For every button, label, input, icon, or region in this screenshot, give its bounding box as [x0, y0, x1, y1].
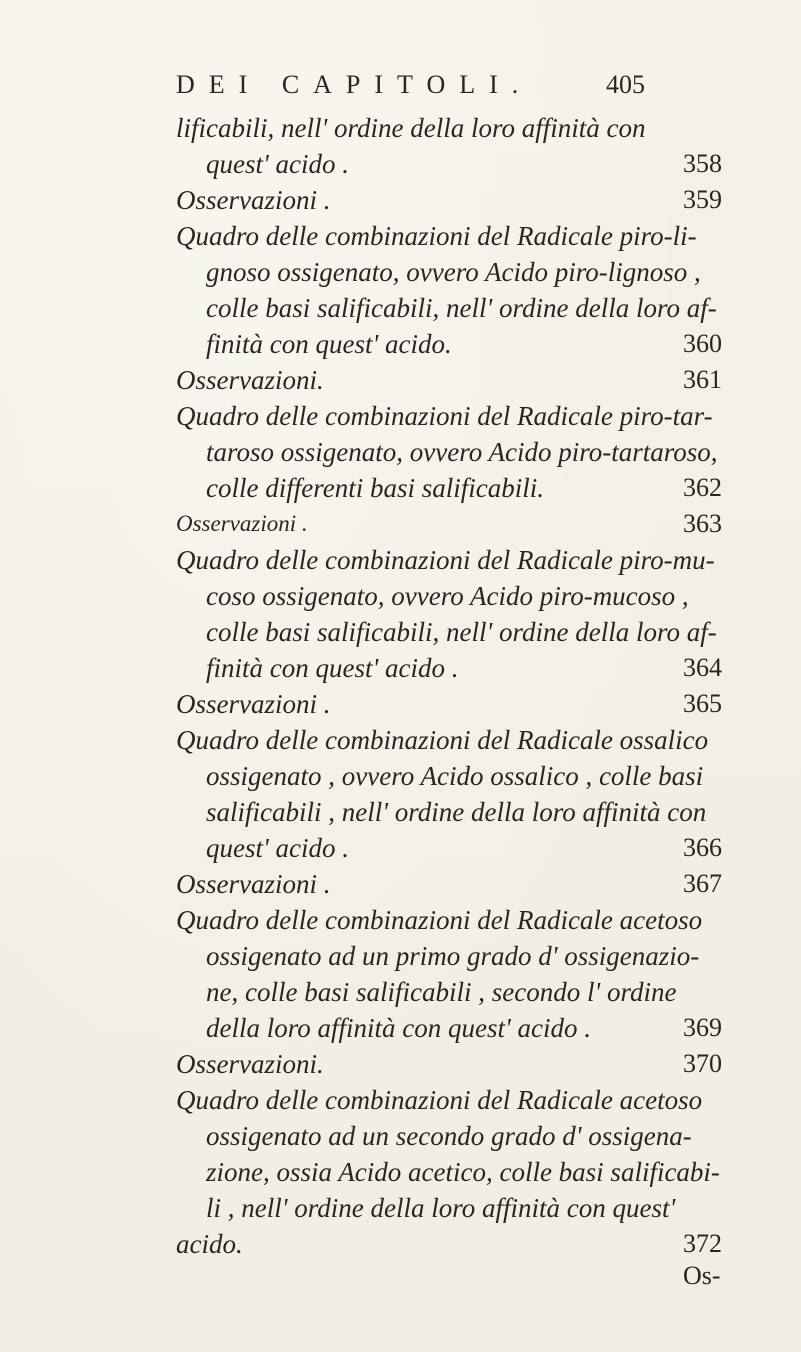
toc-line: Osservazioni . [176, 869, 331, 899]
toc-line: ossigenato , ovvero Acido ossalico , colle basi [206, 761, 704, 791]
toc-page-number: 369 [683, 1013, 722, 1042]
toc-line: coso ossigenato, ovvero Acido piro-mucoso , [206, 581, 689, 611]
toc-line: Quadro delle combinazioni del Radicale piro-tar- [176, 401, 713, 431]
toc-page-number: 358 [683, 149, 722, 178]
toc-page-number: 372 [683, 1229, 722, 1258]
toc-line: Quadro delle combinazioni del Radicale piro-mu- [176, 545, 715, 575]
toc-line: li , nell' ordine della loro affinità con quest' [206, 1193, 676, 1223]
toc-line: Osservazioni . [176, 689, 331, 719]
toc-page-number: 360 [683, 329, 722, 358]
toc-line: colle basi salificabili, nell' ordine della loro af- [206, 617, 717, 647]
toc-line: Quadro delle combinazioni del Radicale piro-li- [176, 221, 697, 251]
toc-line: gnoso ossigenato, ovvero Acido piro-lignoso , [206, 257, 701, 287]
running-title: DEI CAPITOLI. [176, 70, 533, 99]
toc-line: quest' acido . [206, 149, 350, 179]
toc-page-number: 370 [683, 1049, 722, 1078]
toc-line: Quadro delle combinazioni del Radicale acetoso [176, 905, 703, 935]
toc-line: della loro affinità con quest' acido . [206, 1013, 591, 1043]
toc-page-number: 361 [683, 365, 722, 394]
toc-line: lificabili, nell' ordine della loro affinità con [176, 113, 646, 143]
page-number: 405 [606, 70, 645, 99]
toc-line: Osservazioni. [176, 1049, 324, 1079]
toc-page-number: 364 [683, 653, 722, 682]
toc-line: taroso ossigenato, ovvero Acido piro-tartaroso, [206, 437, 718, 467]
toc-line: ossigenato ad un primo grado d' ossigenazio- [206, 941, 700, 971]
toc-page-number: 363 [683, 509, 722, 538]
toc-line: finità con quest' acido. [206, 329, 452, 359]
toc-line: colle differenti basi salificabili. [206, 473, 544, 503]
toc-line: ne, colle basi salificabili , secondo l' ordine [206, 977, 677, 1007]
toc-page-number: 367 [683, 869, 722, 898]
toc-page-number: 366 [683, 833, 722, 862]
toc-page-number: 362 [683, 473, 722, 502]
toc-line: Quadro delle combinazioni del Radicale acetoso [176, 1085, 703, 1115]
toc-line: finità con quest' acido . [206, 653, 459, 683]
toc-line: zione, ossia Acido acetico, colle basi salificabi- [206, 1157, 720, 1187]
toc-line: colle basi salificabili, nell' ordine della loro af- [206, 293, 717, 323]
catchword: Os- [683, 1261, 721, 1290]
toc-line: Quadro delle combinazioni del Radicale ossalico [176, 725, 709, 755]
toc-line: Osservazioni. [176, 365, 324, 395]
toc-line: Osservazioni . [176, 185, 331, 215]
toc-page-number: 359 [683, 185, 722, 214]
toc-line: Osservazioni . [176, 511, 308, 536]
page-header [176, 66, 676, 106]
toc-page-number: 365 [683, 689, 722, 718]
toc-line: acido. [176, 1229, 243, 1259]
toc-line: quest' acido . [206, 833, 350, 863]
toc-line: salificabili , nell' ordine della loro affinità con [206, 797, 707, 827]
toc-line: ossigenato ad un secondo grado d' ossigena- [206, 1121, 692, 1151]
